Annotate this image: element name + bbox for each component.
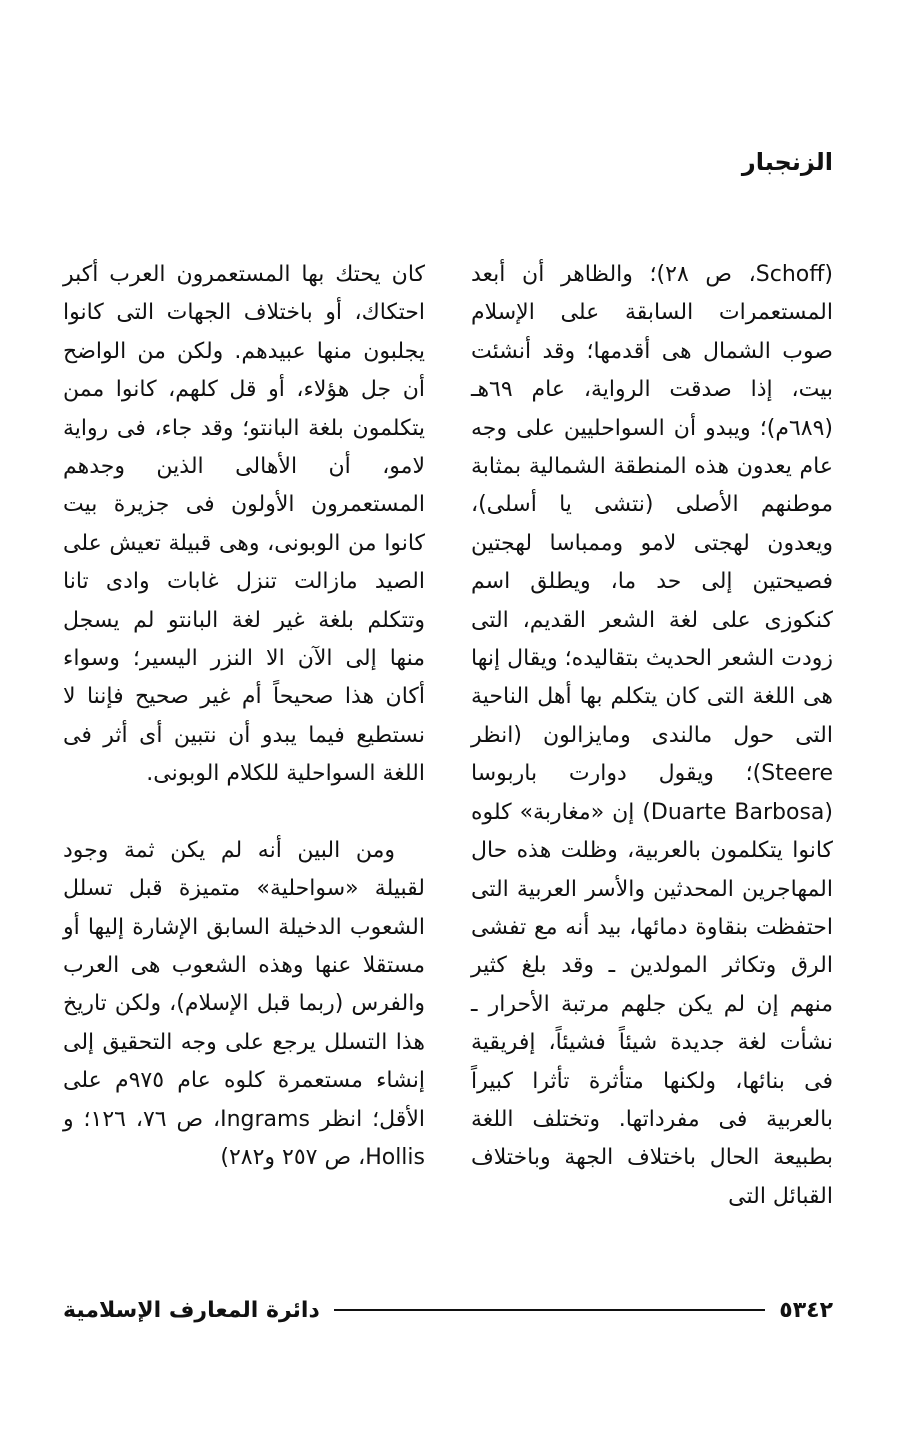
- page-footer: [63, 1290, 833, 1330]
- left-column: [63, 256, 425, 1177]
- left-column-paragraph-1: كان يحتك بها المستعمرون العرب أكبر احتكاك، أو باختلاف الجهات التى كانوا يجلبون منها عبيدهم. ولكن من الواضح أن جل هؤلاء، أو قل كلهم، كانوا ممن يتكلمون بلغة البانتو؛ وقد جاء، فى رواية لامو، أن الأهالى الذين وجدهم المستعمرون الأولون فى جزيرة بيت كانوا من الوبونى، وهى قبيلة تعيش على الصيد مازالت تنزل غابات وادى تانا وتتكلم بلغة غير لغة البانتو لم يسجل منها إلى الآن الا النزر اليسير؛ وسواء أكان هذا صحيحاً أم غير صحيح فإننا لا نستطيع فيما يبدو أن نتبين أى أثر فى اللغة السواحلية للكلام الوبونى.: [63, 262, 425, 787]
- right-column-paragraph: (Schoff، ص ٢٨)؛ والظاهر أن أبعد المستعمرات السابقة على الإسلام صوب الشمال هى أقدمها؛ وقد أنشئت بيت، إذا صدقت الرواية، عام ٦٩هـ (٦٨٩م)؛ ويبدو أن السواحليين على وجه عام يعدون هذه المنطقة الشمالية بمثابة موطنهم الأصلى (نتشى يا أسلى)، ويعدون لهجتى لامو وممباسا لهجتين فصيحتين إلى حد ما، ويطلق اسم كنكوزى على لغة الشعر القديم، التى زودت الشعر الحديث بتقاليده؛ ويقال إنها هى اللغة التى كان يتكلم بها أهل الناحية التى حول مالندى ومايزالون (انظر Steere)؛ ويقول دوارت باربوسا (Duarte Barbosa) إن «مغاربة» كلوه كانوا يتكلمون بالعربية، وظلت هذه حال المهاجرين المحدثين والأسر العربية التى احتفظت بنقاوة دمائها، بيد أنه مع تفشى الرق وتكاثر المولدين ـ وقد بلغ كثير منهم إن لم يكن جلهم مرتبة الأحرار ـ نشأت لغة جديدة شيئاً فشيئاً، إفريقية فى بنائها، ولكنها متأثرة تأثرا كبيراً بالعربية فى مفرداتها. وتختلف اللغة بطبيعة الحال باختلاف الجهة وباختلاف القبائل التى: [471, 262, 834, 1209]
- book-title: دائرة المعارف الإسلامية: [63, 1297, 320, 1323]
- left-column-paragraph-2: ومن البين أنه لم يكن ثمة وجود لقبيلة «سواحلية» متميزة قبل تسلل الشعوب الدخيلة السابق الإشارة إليها أو مستقلا عنها وهذه الشعوب هى العرب والفرس (ربما قبل الإسلام)، ولكن تاريخ هذا التسلل يرجع على وجه التحقيق إلى إنشاء مستعمرة كلوه عام ٩٧٥م على الأقل؛ انظر Ingrams، ص ٧٦، ١٢٦؛ و Hollis، ص ٢٥٧ و٢٨٢): [63, 837, 425, 1170]
- footer-rule: [334, 1309, 766, 1311]
- page-number: ٥٣٤٢: [779, 1297, 833, 1323]
- page-header-title: الزنجبار: [741, 148, 833, 176]
- right-column: [471, 256, 833, 1216]
